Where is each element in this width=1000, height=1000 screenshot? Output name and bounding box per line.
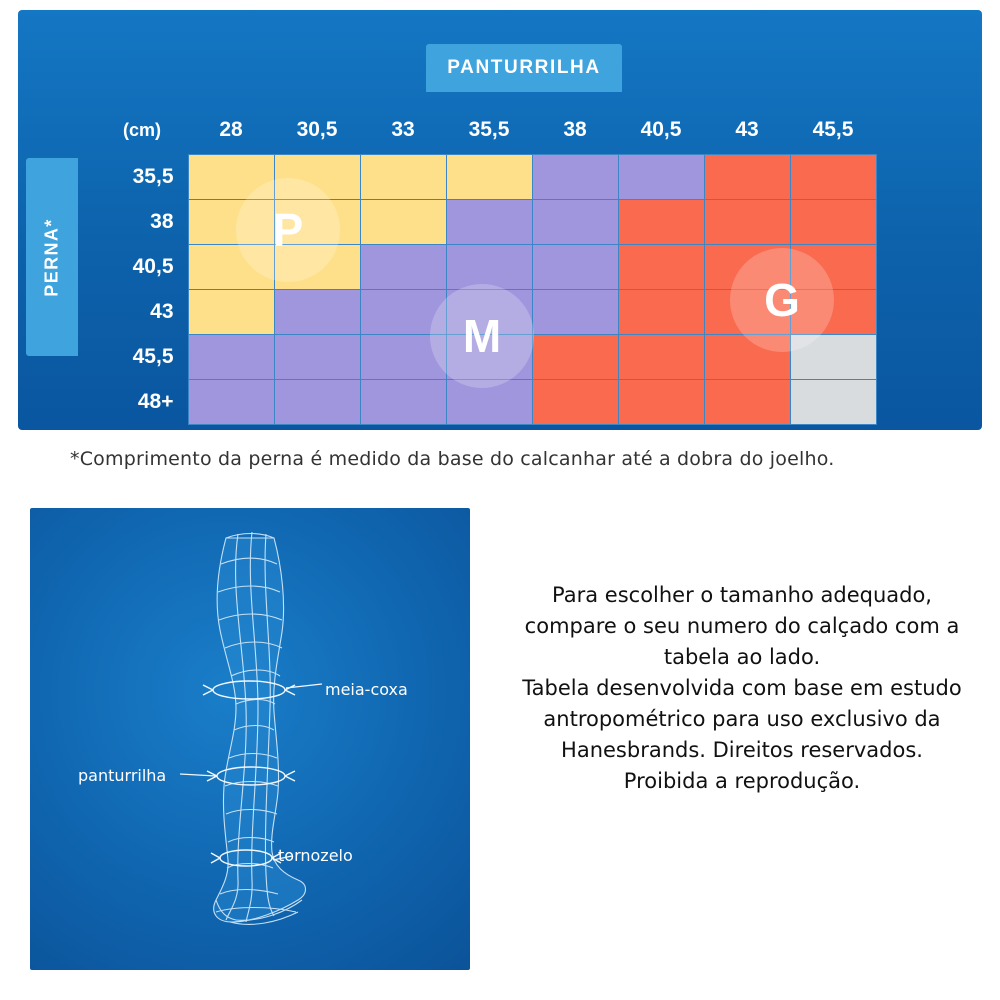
cell-5-2 [360, 379, 446, 424]
cell-2-1 [274, 244, 360, 289]
description-line-2: compare o seu numero do calçado com a [524, 614, 960, 638]
leg-wireframe-icon [30, 508, 470, 970]
cell-1-2 [360, 199, 446, 244]
size-badge-m: M [430, 284, 534, 388]
cell-1-5 [618, 199, 704, 244]
cell-5-6 [704, 379, 790, 424]
column-header-7: 45,5 [812, 117, 854, 141]
footnote-text: *Comprimento da perna é medido da base do calcanhar até a dobra do joelho. [70, 448, 835, 470]
leg-illustration-panel [30, 508, 470, 970]
cell-2-2 [360, 244, 446, 289]
size-table-panel [18, 10, 982, 430]
size-badge-p: P [236, 178, 340, 282]
cell-0-7 [790, 154, 876, 199]
row-header-5: 48+ [137, 389, 174, 413]
column-axis-header [426, 44, 622, 92]
label-meia-coxa: meia-coxa [325, 680, 408, 699]
cell-1-3 [446, 199, 532, 244]
cell-1-4 [532, 199, 618, 244]
table-row [96, 199, 876, 244]
cell-4-6 [704, 334, 790, 379]
cell-1-0 [188, 199, 274, 244]
cell-4-0 [188, 334, 274, 379]
cell-0-3 [446, 154, 532, 199]
column-header-5: 40,5 [640, 117, 682, 141]
cell-5-1 [274, 379, 360, 424]
cell-0-0 [188, 154, 274, 199]
description-line-6: Hanesbrands. Direitos reservados. [561, 738, 923, 762]
cell-0-1 [274, 154, 360, 199]
table-row [96, 379, 876, 424]
label-panturrilha: panturrilha [78, 766, 167, 785]
row-axis-header-label: PERNA* [41, 217, 62, 297]
table-row [96, 154, 876, 199]
cell-3-5 [618, 289, 704, 334]
column-header-0: 28 [219, 117, 243, 141]
cell-5-0 [188, 379, 274, 424]
cell-0-4 [532, 154, 618, 199]
size-badge-g: G [730, 248, 834, 352]
cell-4-5 [618, 334, 704, 379]
description-line-7: Proibida a reprodução. [623, 769, 861, 793]
cell-2-3 [446, 244, 532, 289]
table-body [96, 154, 876, 424]
row-header-4: 45,5 [132, 344, 174, 368]
column-axis-header-label: PANTURRILHA [447, 57, 601, 78]
cell-3-3 [446, 289, 532, 334]
size-chart-table [96, 106, 877, 425]
cell-5-5 [618, 379, 704, 424]
description-line-4: Tabela desenvolvida com base em estudo [522, 676, 962, 700]
row-header-3: 43 [150, 299, 174, 323]
cell-5-7 [790, 379, 876, 424]
cell-4-2 [360, 334, 446, 379]
cell-2-4 [532, 244, 618, 289]
cell-2-6 [704, 244, 790, 289]
column-header-1: 30,5 [296, 117, 338, 141]
column-header-2: 33 [391, 117, 415, 141]
cell-3-0 [188, 289, 274, 334]
cell-4-3 [446, 334, 532, 379]
column-header-6: 43 [735, 117, 759, 141]
label-tornozelo: tornozelo [278, 846, 353, 865]
description-line-1: Para escolher o tamanho adequado, [552, 583, 932, 607]
cell-2-5 [618, 244, 704, 289]
cell-3-1 [274, 289, 360, 334]
table-header-row [96, 106, 876, 154]
table-row [96, 244, 876, 289]
cell-1-1 [274, 199, 360, 244]
table-corner-label: (cm) [122, 119, 161, 140]
row-header-2: 40,5 [132, 254, 174, 278]
row-axis-header [26, 158, 78, 356]
cell-4-1 [274, 334, 360, 379]
column-header-4: 38 [563, 117, 587, 141]
cell-4-7 [790, 334, 876, 379]
cell-0-6 [704, 154, 790, 199]
cell-4-4 [532, 334, 618, 379]
cell-3-7 [790, 289, 876, 334]
cell-1-6 [704, 199, 790, 244]
description-line-5: antropométrico para uso exclusivo da [543, 707, 941, 731]
column-header-3: 35,5 [468, 117, 510, 141]
row-header-1: 38 [150, 209, 174, 233]
cell-2-7 [790, 244, 876, 289]
cell-2-0 [188, 244, 274, 289]
cell-0-5 [618, 154, 704, 199]
table-row [96, 334, 876, 379]
description-line-3: tabela ao lado. [663, 645, 821, 669]
cell-3-4 [532, 289, 618, 334]
cell-0-2 [360, 154, 446, 199]
cell-5-4 [532, 379, 618, 424]
cell-3-6 [704, 289, 790, 334]
cell-5-3 [446, 379, 532, 424]
cell-3-2 [360, 289, 446, 334]
cell-1-7 [790, 199, 876, 244]
description-text [492, 580, 992, 797]
table-row [96, 289, 876, 334]
row-header-0: 35,5 [132, 164, 174, 188]
